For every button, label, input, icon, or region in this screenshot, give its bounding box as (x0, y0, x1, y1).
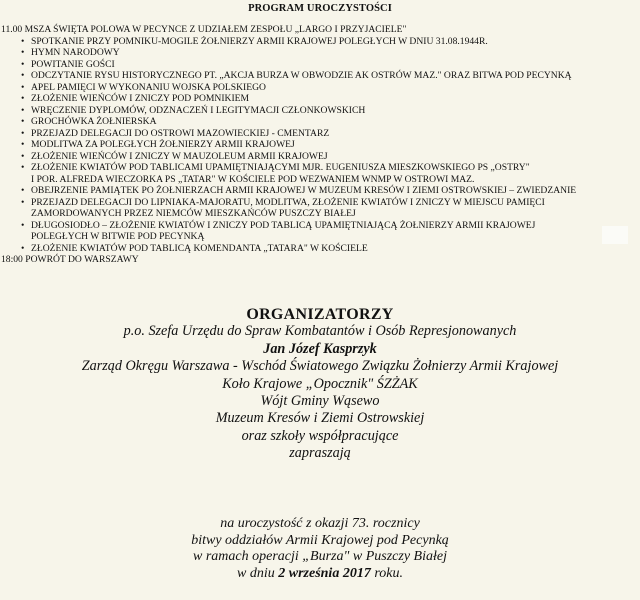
program-list-item: • OBEJRZENIE PAMIĄTEK PO ŻOŁNIERZACH ARMII KRAJOWEJ W MUZEUM KRESÓW I ZIEMI OSTROWSKIEJ – ZWIEDZANIE (1, 185, 638, 197)
program-list-item: • ZŁOŻENIE WIEŃCÓW I ZNICZY W MAUZOLEUM ARMII KRAJOWEJ (1, 151, 638, 163)
program-title: PROGRAM UROCZYSTOŚCI (248, 3, 392, 14)
program-list-item: • ZŁOŻENIE WIEŃCÓW I ZNICZY POD POMNIKIEM (1, 93, 638, 105)
organizer-line-office: p.o. Szefa Urzędu do Spraw Kombatantów i Osób Represjonowanych (123, 323, 517, 340)
program-list-item: • WRĘCZENIE DYPLOMÓW, ODZNACZEŃ I LEGITYMACJI CZŁONKOWSKICH (1, 105, 638, 117)
invitation-date: 2 września 2017 (278, 565, 371, 581)
organizer-line-invite: zapraszają (289, 445, 351, 462)
organizer-line-circle: Koło Krajowe „Opocznik" ŚZŻAK (222, 375, 418, 392)
program-list-item: • POWITANIE GOŚCI (1, 59, 638, 71)
organizer-line-board: Zarząd Okręgu Warszawa - Wschód Światowego Związku Żołnierzy Armii Krajowej (81, 358, 559, 375)
organizer-line-wojt: Wójt Gminy Wąsewo (260, 393, 380, 410)
organizer-line-name: Jan Józef Kasprzyk (263, 340, 377, 357)
organizer-line-museum: Muzeum Kresów i Ziemi Ostrowskiej (215, 410, 425, 427)
organizer-line-schools: oraz szkoły współpracujące (241, 427, 399, 444)
program-list-item: • DŁUGOSIODŁO – ZŁOŻENIE KWIATÓW I ZNICZY POD TABLICĄ UPAMIĘTNIAJĄCĄ ŻOŁNIERZY ARMII KRAJOWEJ (1, 220, 638, 232)
program-list-item: • HYMN NARODOWY (1, 47, 638, 59)
invitation-line-1: na uroczystość z okazji 73. rocznicy (220, 516, 420, 531)
program-time-entry: 11.00 MSZA ŚWIĘTA POLOWA W PECYNCE Z UDZIAŁEM ZESPOŁU „LARGO I PRZYJACIELE" (1, 24, 407, 35)
invitation-date-suffix: roku. (370, 565, 403, 581)
invitation-line-3: w ramach operacji „Burza" w Puszczy Białej (193, 549, 447, 565)
program-list-item: • SPOTKANIE PRZY POMNIKU-MOGILE ŻOŁNIERZY ARMII KRAJOWEJ POLEGŁYCH W DNIU 31.08.1944R. (1, 36, 638, 48)
program-list-item-continuation: I POR. ALFREDA WIECZORKA PS „TATAR" W KOŚCIELE POD WEZWANIEM WNMP W OSTROWI MAZ. (31, 173, 475, 185)
program-list-item-continuation: ZAMORDOWANYCH PRZEZ NIEMCÓW MIESZKAŃCÓW PUSZCZY BIAŁEJ (31, 208, 356, 219)
program-list-item: • MODLITWA ZA POLEGŁYCH ŻOŁNIERZY ARMII KRAJOWEJ (1, 139, 638, 151)
organizers-section (0, 306, 640, 463)
invitation-line-2: bitwy oddziałów Armii Krajowej pod Pecynką (191, 532, 449, 548)
scan-artifact (602, 226, 628, 244)
organizers-title: ORGANIZATORZY (246, 306, 394, 323)
program-list-item: • ODCZYTANIE RYSU HISTORYCZNEGO PT. „AKCJA BURZA W OBWODZIE AK OSTRÓW MAZ." ORAZ BITWA POD PECYNKĄ (1, 70, 638, 82)
program-list-item: • APEL PAMIĘCI W WYKONANIU WOJSKA POLSKIEGO (1, 82, 638, 94)
program-time-entry: 18:00 POWRÓT DO WARSZAWY (1, 254, 139, 265)
invitation-section (0, 516, 640, 582)
program-list (1, 24, 638, 266)
invitation-line-4 (0, 566, 640, 583)
program-list-item: • PRZEJAZD DELEGACJI DO OSTROWI MAZOWIECKIEJ - CMENTARZ (1, 128, 638, 140)
program-list-item: • ZŁOŻENIE KWIATÓW POD TABLICĄ KOMENDANTA „TATARA" W KOŚCIELE (1, 243, 638, 255)
invitation-date-prefix: w dniu (237, 565, 279, 581)
program-list-item: • PRZEJAZD DELEGACJI DO LIPNIAKA-MAJORATU, MODLITWA, ZŁOŻENIE KWIATÓW I ZNICZY W MIEJSCU PAMIĘCI (1, 197, 638, 209)
program-list-item: • GROCHÓWKA ŻOŁNIERSKA (1, 116, 638, 128)
program-list-item-continuation: POLEGŁYCH W BITWIE POD PECYNKĄ (31, 231, 205, 242)
program-list-item: • ZŁOŻENIE KWIATÓW POD TABLICAMI UPAMIĘTNIAJĄCYMI MJR. EUGENIUSZA MIESZKOWSKIEGO PS „OSTRY" (1, 162, 638, 174)
